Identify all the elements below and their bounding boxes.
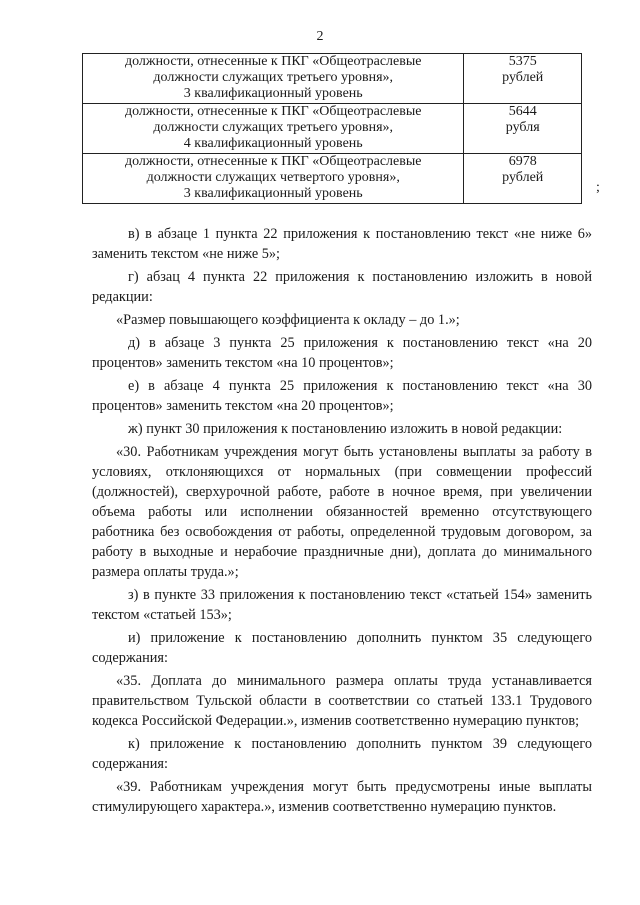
amount-value: 6978 bbox=[508, 154, 537, 169]
position-line: 3 квалификационный уровень bbox=[183, 86, 363, 101]
amount-currency: рублей bbox=[502, 70, 544, 85]
amount-cell bbox=[464, 104, 582, 154]
table-end-mark: ; bbox=[596, 180, 600, 195]
table-row bbox=[83, 154, 582, 204]
position-line: 4 квалификационный уровень bbox=[183, 136, 363, 151]
paragraph-k: к) приложение к постановлению дополнить пунктом 39 следующего содержания: bbox=[92, 736, 592, 772]
position-line: должности служащих третьего уровня», bbox=[153, 120, 394, 135]
paragraph-zh: ж) пункт 30 приложения к постановлению изложить в новой редакции: bbox=[128, 421, 563, 437]
position-cell bbox=[83, 104, 464, 154]
position-line: должности, отнесенные к ПКГ «Общеотраслевые bbox=[124, 154, 422, 169]
position-line: должности служащих четвертого уровня», bbox=[146, 170, 400, 185]
position-line: 3 квалификационный уровень bbox=[183, 186, 363, 201]
body-text bbox=[92, 224, 592, 820]
paragraph-g: г) абзац 4 пункта 22 приложения к постановлению изложить в новой редакции: bbox=[92, 269, 592, 305]
quoted-text: «30. Работникам учреждения могут быть установлены выплаты за работу в условиях, отклоняющихся от нормальных (при совмещении профессий (должностей), сверхурочной работе, работе в ночное время, при увеличении объема работы или исполнении обязанностей временно отсутствующего работника без освобождения от работы, определенной трудовым договором, за работу в выходные и нерабочие праздничные дни), доплата до минимального размера оплаты труда.»; bbox=[92, 444, 592, 580]
amount-value: 5644 bbox=[508, 104, 537, 119]
quoted-text: «Размер повышающего коэффициента к окладу – до 1.»; bbox=[116, 312, 460, 328]
paragraph-e: е) в абзаце 4 пункта 25 приложения к постановлению текст «на 30 процентов» заменить текстом «на 20 процентов»; bbox=[92, 378, 592, 414]
position-cell bbox=[83, 54, 464, 104]
table-row bbox=[83, 54, 582, 104]
position-line: должности, отнесенные к ПКГ «Общеотраслевые bbox=[124, 54, 422, 69]
page-number: 2 bbox=[316, 29, 324, 44]
amount-cell bbox=[464, 54, 582, 104]
paragraph-i: и) приложение к постановлению дополнить пунктом 35 следующего содержания: bbox=[92, 630, 592, 666]
paragraph-z: з) в пункте 33 приложения к постановлению текст «статьей 154» заменить текстом «статьей 153»; bbox=[92, 587, 592, 623]
salary-table bbox=[82, 53, 582, 204]
position-cell bbox=[83, 154, 464, 204]
paragraph-v: в) в абзаце 1 пункта 22 приложения к постановлению текст «не ниже 6» заменить текстом «не ниже 5»; bbox=[92, 226, 592, 262]
amount-currency: рубля bbox=[505, 120, 540, 135]
quoted-text: «35. Доплата до минимального размера оплаты труда устанавливается правительством Тульской области в соответствии со статьей 133.1 Трудового кодекса Российской Федерации.», изменив соответственно нумерацию пунктов; bbox=[92, 673, 592, 729]
paragraph-d: д) в абзаце 3 пункта 25 приложения к постановлению текст «на 20 процентов» заменить текстом «на 10 процентов»; bbox=[92, 335, 592, 371]
quoted-text: «39. Работникам учреждения могут быть предусмотрены иные выплаты стимулирующего характера.», изменив соответственно нумерацию пунктов. bbox=[92, 779, 592, 815]
position-line: должности, отнесенные к ПКГ «Общеотраслевые bbox=[124, 104, 422, 119]
amount-currency: рублей bbox=[502, 170, 544, 185]
position-line: должности служащих третьего уровня», bbox=[153, 70, 394, 85]
amount-value: 5375 bbox=[508, 54, 537, 69]
amount-cell bbox=[464, 154, 582, 204]
table-row bbox=[83, 104, 582, 154]
